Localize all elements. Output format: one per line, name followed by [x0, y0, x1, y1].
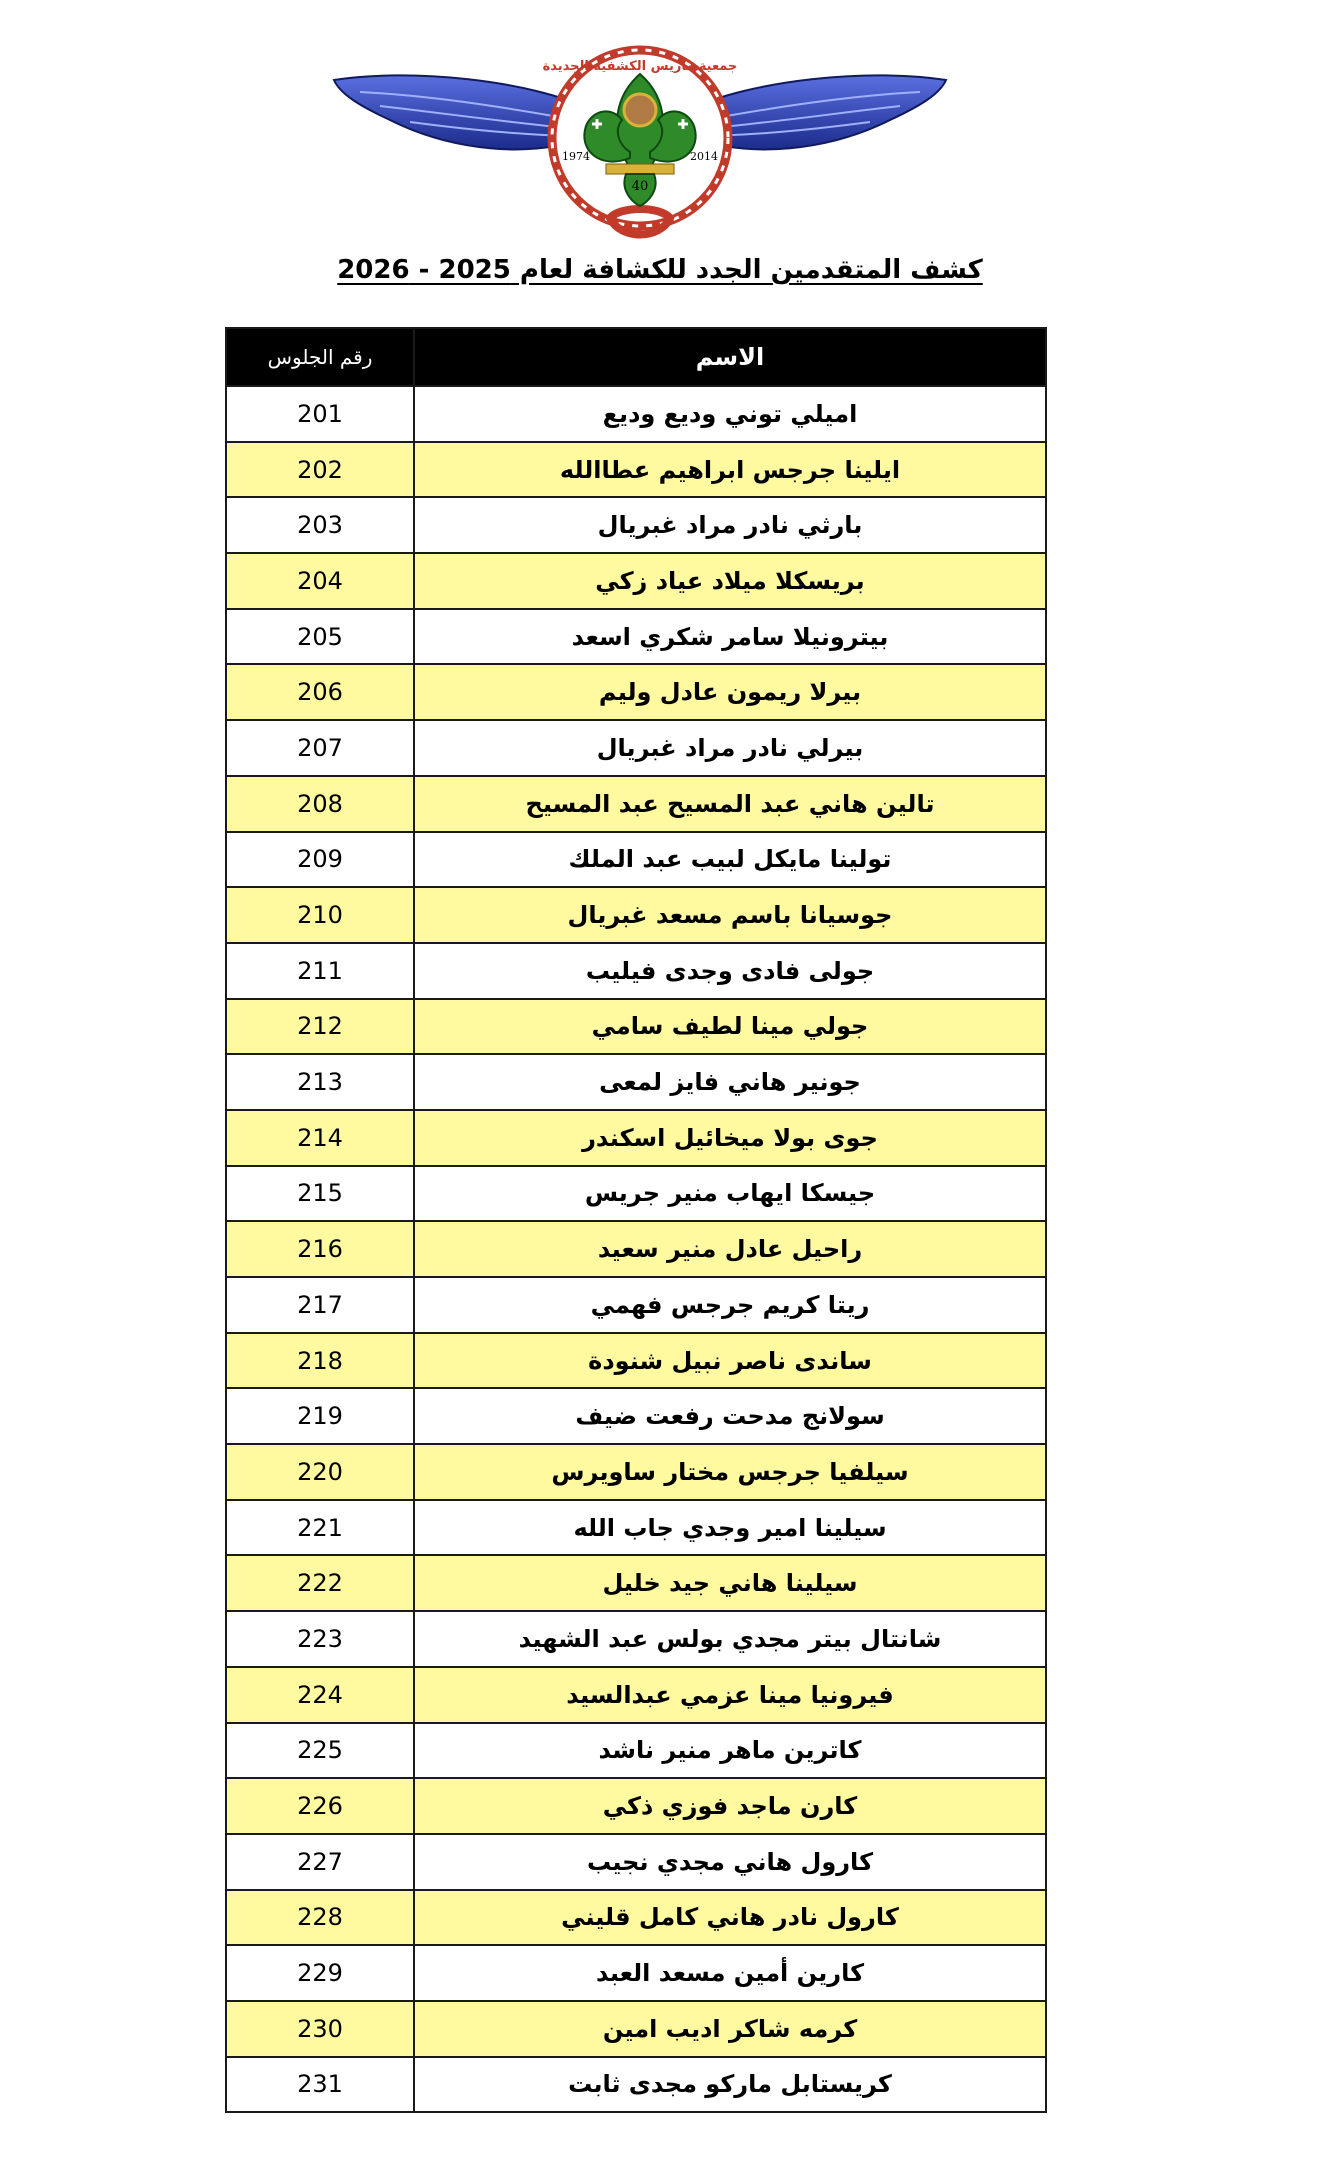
logo-emblem: [330, 40, 950, 250]
applicant-name-cell: جوسيانا باسم مسعد غبريال: [414, 887, 1046, 943]
table-row: [226, 776, 1046, 832]
seat-number-cell: 223: [226, 1611, 414, 1667]
seat-number-cell: 201: [226, 386, 414, 442]
scout-group-logo: [330, 40, 950, 250]
seat-number-cell: 225: [226, 1723, 414, 1779]
seat-number-cell: 206: [226, 664, 414, 720]
applicant-name-cell: سيلينا امير وجدي جاب الله: [414, 1500, 1046, 1556]
applicant-name-cell: بيترونيلا سامر شكري اسعد: [414, 609, 1046, 665]
seat-number-cell: 220: [226, 1444, 414, 1500]
applicant-name-cell: جولى فادى وجدى فيليب: [414, 943, 1046, 999]
logo-year-right: 2014: [690, 150, 718, 163]
table-row: [226, 1110, 1046, 1166]
seat-number-cell: 229: [226, 1945, 414, 2001]
applicant-name-cell: تولينا مايكل لبيب عبد الملك: [414, 832, 1046, 888]
applicant-name-cell: بيرلي نادر مراد غبريال: [414, 720, 1046, 776]
seat-number-cell: 218: [226, 1333, 414, 1389]
table-row: [226, 1500, 1046, 1556]
table-row: [226, 999, 1046, 1055]
table-row: [226, 943, 1046, 999]
saint-portrait-icon: [624, 94, 656, 126]
seat-number-cell: 222: [226, 1555, 414, 1611]
applicant-name-cell: ساندى ناصر نبيل شنودة: [414, 1333, 1046, 1389]
table-row: [226, 497, 1046, 553]
header-seat-number: رقم الجلوس: [226, 328, 414, 386]
seat-number-cell: 202: [226, 442, 414, 498]
logo-anniversary: 40: [631, 179, 649, 194]
seat-number-cell: 230: [226, 2001, 414, 2057]
table-row: [226, 1667, 1046, 1723]
applicant-name-cell: كرمه شاكر اديب امين: [414, 2001, 1046, 2057]
logo-year-left: 1974: [562, 150, 590, 163]
seat-number-cell: 205: [226, 609, 414, 665]
applicant-name-cell: بارثي نادر مراد غبريال: [414, 497, 1046, 553]
seat-number-cell: 231: [226, 2057, 414, 2113]
applicant-name-cell: كاترين ماهر منير ناشد: [414, 1723, 1046, 1779]
applicant-name-cell: بريسكلا ميلاد عياد زكي: [414, 553, 1046, 609]
table-row: [226, 1834, 1046, 1890]
applicant-name-cell: فيرونيا مينا عزمي عبدالسيد: [414, 1667, 1046, 1723]
applicant-name-cell: كارين أمين مسعد العبد: [414, 1945, 1046, 2001]
seat-number-cell: 219: [226, 1388, 414, 1444]
seat-number-cell: 215: [226, 1166, 414, 1222]
header-name: الاسم: [414, 328, 1046, 386]
seat-number-cell: 211: [226, 943, 414, 999]
seat-number-cell: 217: [226, 1277, 414, 1333]
applicant-name-cell: جولي مينا لطيف سامي: [414, 999, 1046, 1055]
applicant-name-cell: سولانج مدحت رفعت ضيف: [414, 1388, 1046, 1444]
seat-number-cell: 214: [226, 1110, 414, 1166]
seat-number-cell: 203: [226, 497, 414, 553]
table-body: [226, 386, 1046, 2112]
seat-number-cell: 208: [226, 776, 414, 832]
table-row: [226, 1166, 1046, 1222]
table-row: [226, 1221, 1046, 1277]
table-row: [226, 1778, 1046, 1834]
table-row: [226, 1444, 1046, 1500]
table-row: [226, 832, 1046, 888]
table-row: [226, 1611, 1046, 1667]
applicant-name-cell: جيسكا ايهاب منير جريس: [414, 1166, 1046, 1222]
seat-number-cell: 209: [226, 832, 414, 888]
table-row: [226, 442, 1046, 498]
table-row: [226, 1277, 1046, 1333]
table-row: [226, 609, 1046, 665]
applicant-name-cell: كارن ماجد فوزي ذكي: [414, 1778, 1046, 1834]
applicant-name-cell: تالين هاني عبد المسيح عبد المسيح: [414, 776, 1046, 832]
table-row: [226, 2001, 1046, 2057]
table-row: [226, 720, 1046, 776]
applicant-name-cell: كارول نادر هاني كامل قليني: [414, 1890, 1046, 1946]
applicant-name-cell: جوى بولا ميخائيل اسكندر: [414, 1110, 1046, 1166]
seat-number-cell: 224: [226, 1667, 414, 1723]
seat-number-cell: 204: [226, 553, 414, 609]
table-row: [226, 553, 1046, 609]
table-header-row: [226, 328, 1046, 386]
applicant-name-cell: ريتا كريم جرجس فهمي: [414, 1277, 1046, 1333]
page-title-text: كشف المتقدمين الجدد للكشافة لعام 2025 - 2026: [337, 255, 983, 285]
table-row: [226, 386, 1046, 442]
table-row: [226, 1555, 1046, 1611]
seat-number-cell: 210: [226, 887, 414, 943]
seat-number-cell: 207: [226, 720, 414, 776]
logo-ring-text: جمعية ماريس الكشفية الجديدة: [542, 59, 738, 74]
seat-number-cell: 216: [226, 1221, 414, 1277]
seat-number-cell: 212: [226, 999, 414, 1055]
applicant-name-cell: اميلي توني وديع وديع: [414, 386, 1046, 442]
page-title: [0, 252, 1320, 288]
seat-number-cell: 226: [226, 1778, 414, 1834]
applicant-name-cell: ايلينا جرجس ابراهيم عطاالله: [414, 442, 1046, 498]
seat-number-cell: 227: [226, 1834, 414, 1890]
applicant-name-cell: سيلفيا جرجس مختار ساويرس: [414, 1444, 1046, 1500]
applicant-name-cell: كارول هاني مجدي نجيب: [414, 1834, 1046, 1890]
applicant-name-cell: جونير هاني فايز لمعى: [414, 1054, 1046, 1110]
table-row: [226, 2057, 1046, 2113]
applicant-name-cell: راحيل عادل منير سعيد: [414, 1221, 1046, 1277]
seat-number-cell: 221: [226, 1500, 414, 1556]
table-row: [226, 1388, 1046, 1444]
applicant-name-cell: سيلينا هاني جيد خليل: [414, 1555, 1046, 1611]
table-row: [226, 1333, 1046, 1389]
table-row: [226, 1890, 1046, 1946]
applicants-table: [225, 327, 1047, 2113]
table-row: [226, 1723, 1046, 1779]
seat-number-cell: 228: [226, 1890, 414, 1946]
applicant-name-cell: بيرلا ريمون عادل وليم: [414, 664, 1046, 720]
applicant-name-cell: شانتال بيتر مجدي بولس عبد الشهيد: [414, 1611, 1046, 1667]
table-row: [226, 1054, 1046, 1110]
applicant-name-cell: كريستابل ماركو مجدى ثابت: [414, 2057, 1046, 2113]
seat-number-cell: 213: [226, 1054, 414, 1110]
table-row: [226, 664, 1046, 720]
table-row: [226, 887, 1046, 943]
table-row: [226, 1945, 1046, 2001]
